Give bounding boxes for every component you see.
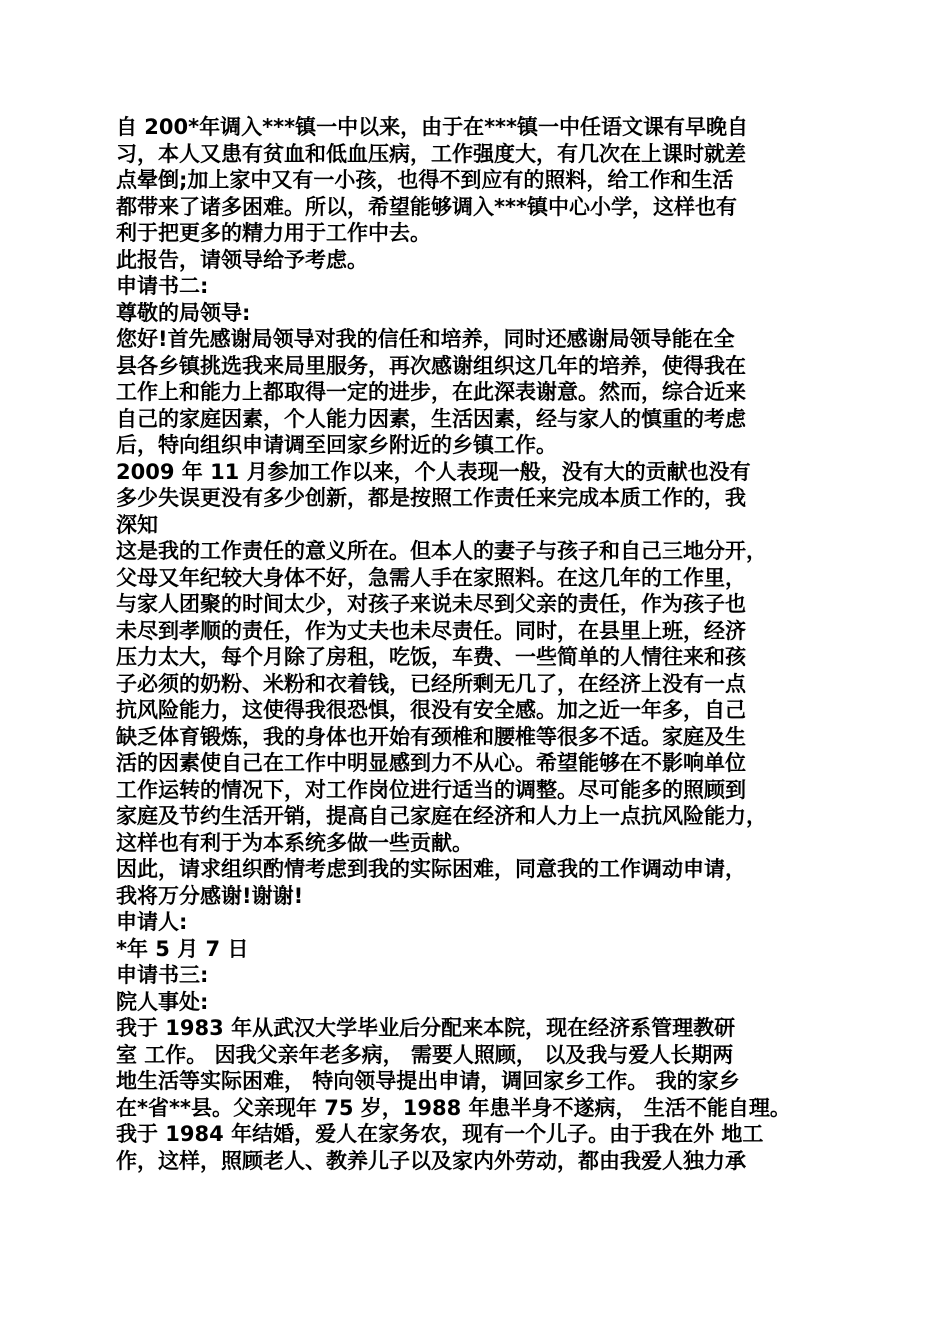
text-line: 深知 xyxy=(116,512,158,537)
text-line: 缺乏体育锻炼，我的身体也开始有颈椎和腰椎等很多不适。家庭及生 xyxy=(116,724,746,749)
text-line: 在*省**县。父亲现年 75 岁，1988 年患半身不遂病， 生活不能自理。 xyxy=(116,1095,791,1120)
text-line: 活的因素使自己在工作中明显感到力不从心。希望能够在不影响单位 xyxy=(116,751,746,775)
text-line: 这是我的工作责任的意义所在。但本人的妻子与孩子和自己三地分开， xyxy=(116,539,767,563)
text-line: 我于 1983 年从武汉大学毕业后分配来本院，现在经济系管理教研 xyxy=(116,1016,736,1040)
text-line: 我于 1984 年结婚，爱人在家务农，现有一个儿子。由于我在外 地工 xyxy=(116,1122,764,1146)
text-line: 自己的家庭因素，个人能力因素，生活因素，经与家人的慎重的考虑 xyxy=(116,406,746,431)
text-line: 点晕倒;加上家中又有一小孩，也得不到应有的照料，给工作和生活 xyxy=(116,168,734,192)
section-heading: 申请书三: xyxy=(116,963,209,987)
text-line: 我将万分感谢!谢谢! xyxy=(116,883,304,908)
text-line: 室 工作。 因我父亲年老多病， 需要人照顾， 以及我与爱人长期两 xyxy=(116,1042,734,1067)
text-line: 习，本人又患有贫血和低血压病，工作强度大，有几次在上课时就差 xyxy=(116,141,746,166)
text-line: 多少失误更没有多少创新，都是按照工作责任来完成本质工作的，我 xyxy=(116,486,746,510)
text-line: 地生活等实际困难， 特向领导提出申请，调回家乡工作。 我的家乡 xyxy=(116,1069,740,1093)
text-line: 2009 年 11 月参加工作以来，个人表现一般，没有大的贡献也没有 xyxy=(116,459,751,484)
text-line: 这样也有利于为本系统多做一些贡献。 xyxy=(116,830,473,855)
text-line: 作，这样，照顾老人、教养儿子以及家内外劳动，都由我爱人独力承 xyxy=(116,1148,746,1173)
text-line: 后，特向组织申请调至回家乡附近的乡镇工作。 xyxy=(116,433,557,457)
text-line: 与家人团聚的时间太少，对孩子来说未尽到父亲的责任，作为孩子也 xyxy=(116,592,746,616)
text-line: 利于把更多的精力用于工作中去。 xyxy=(116,221,431,245)
text-line: 抗风险能力，这使得我很恐惧，很没有安全感。加之近一年多，自己 xyxy=(116,698,746,722)
document-body xyxy=(116,114,846,1174)
text-line: 都带来了诸多困难。所以，希望能够调入***镇中心小学，这样也有 xyxy=(116,194,737,219)
text-line: 县各乡镇挑选我来局里服务，再次感谢组织这几年的培养，使得我在 xyxy=(116,353,746,378)
text-line: 工作运转的情况下，对工作岗位进行适当的调整。尽可能多的照顾到 xyxy=(116,777,746,802)
salutation: 院人事处: xyxy=(116,989,209,1014)
text-line: 压力太大，每个月除了房租，吃饭，车费、一些简单的人情往来和孩 xyxy=(116,645,746,669)
text-line: 父母又年纪较大身体不好，急需人手在家照料。在这几年的工作里， xyxy=(116,565,746,590)
text-line: 您好!首先感谢局领导对我的信任和培养，同时还感谢局领导能在全 xyxy=(116,327,735,351)
text-line: 因此，请求组织酌情考虑到我的实际困难，同意我的工作调动申请， xyxy=(116,857,746,881)
text-line: 此报告，请领导给予考虑。 xyxy=(116,247,368,272)
date-line: *年 5 月 7 日 xyxy=(116,936,249,961)
salutation: 尊敬的局领导: xyxy=(116,300,251,325)
section-heading: 申请书二: xyxy=(116,274,209,298)
text-line: 子必须的奶粉、米粉和衣着钱，已经所剩无几了，在经济上没有一点 xyxy=(116,671,746,696)
applicant-label: 申请人: xyxy=(116,910,188,934)
text-line: 自 200*年调入***镇一中以来，由于在***镇一中任语文课有早晚自 xyxy=(116,115,749,139)
text-line: 家庭及节约生活开销，提高自己家庭在经济和人力上一点抗风险能力， xyxy=(116,804,767,828)
text-line: 未尽到孝顺的责任，作为丈夫也未尽责任。同时，在县里上班，经济 xyxy=(116,618,746,643)
text-line: 工作上和能力上都取得一定的进步，在此深表谢意。然而，综合近来 xyxy=(116,380,746,404)
